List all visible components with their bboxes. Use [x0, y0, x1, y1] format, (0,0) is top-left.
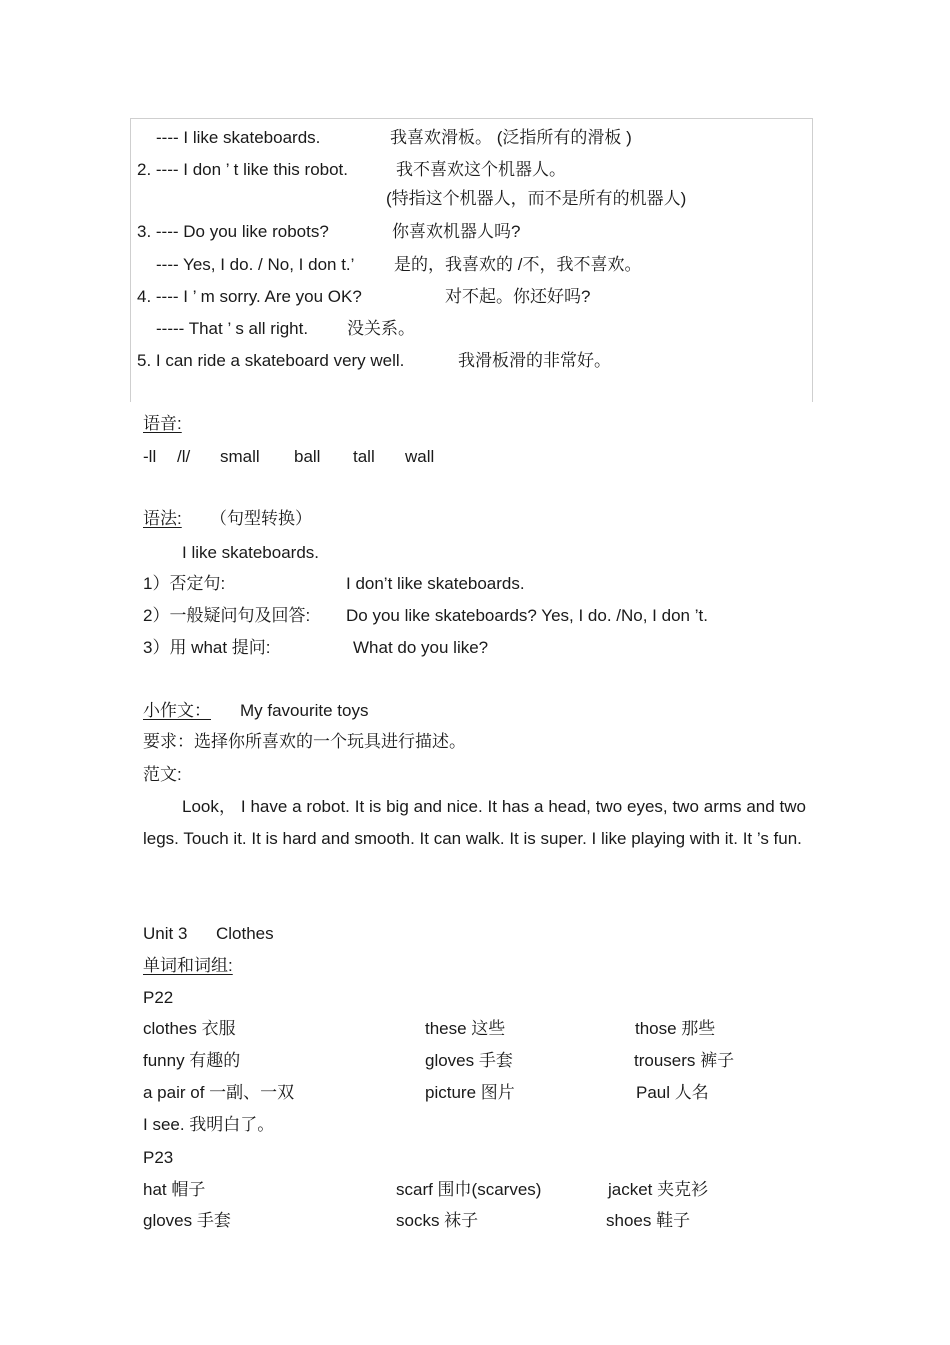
vocab-item: these 这些 [425, 1019, 506, 1038]
unit-title: Unit 3 [143, 924, 188, 943]
box-line-6-en: ----- That ’ s all right. [156, 319, 309, 338]
grammar-row-label: 3）用 what 提问: [143, 638, 271, 657]
vocab-item: Paul 人名 [636, 1083, 709, 1102]
vocab-item: those 那些 [635, 1019, 716, 1038]
grammar-heading: 语法: [143, 509, 182, 528]
vocab-item: hat 帽子 [143, 1180, 206, 1199]
grammar-row-text: Do you like skateboards? Yes, I do. /No, I don ’t. [346, 606, 708, 625]
box-line-2-en: 2. ---- I don ’ t like this robot. [137, 160, 348, 179]
grammar-row-label: 2）一般疑问句及回答: [143, 606, 311, 625]
phonics-heading: 语音: [143, 414, 182, 433]
composition-heading: 小作文： [143, 701, 211, 720]
grammar-row-text: I don’t like skateboards. [346, 574, 525, 593]
sample-label: 范文: [143, 765, 182, 784]
box-line-5-en: 4. ---- I ’ m sorry. Are you OK? [137, 287, 362, 306]
phonics-item: ball [294, 447, 321, 466]
vocab-item: clothes 衣服 [143, 1019, 236, 1038]
vocab-item: socks 袜子 [396, 1211, 479, 1230]
phonics-item: small [220, 447, 260, 466]
composition-title: My favourite toys [240, 701, 369, 720]
box-line-2-zh: 我不喜欢这个机器人。 [396, 160, 566, 179]
vocab-item: funny 有趣的 [143, 1051, 241, 1070]
sample-paragraph: Look， I have a robot. It is big and nice. It has a head, two eyes, two arms and two legs. Touch it. It is hard and smooth. It can walk. It is super. I like playing with it. It ’s fun. [143, 797, 806, 848]
vocab-item: scarf 围巾(scarves) [396, 1180, 542, 1199]
phonics-item: -ll [143, 447, 157, 466]
box-line-1-en: ---- I like skateboards. [156, 128, 321, 147]
page-label-p22: P22 [143, 988, 174, 1007]
box-line-7-en: 5. I can ride a skateboard very well. [137, 351, 405, 370]
page-label-p23: P23 [143, 1148, 174, 1167]
box-line-6-zh: 没关系。 [347, 319, 415, 338]
box-line-1-zh: 我喜欢滑板。 (泛指所有的滑板 ) [390, 128, 632, 147]
vocab-item: trousers 裤子 [634, 1051, 735, 1070]
vocab-item: jacket 夹克衫 [608, 1180, 709, 1199]
vocab-item: gloves 手套 [425, 1051, 513, 1070]
grammar-row-label: 1）否定句: [143, 574, 226, 593]
unit-name: Clothes [216, 924, 274, 943]
vocab-item: gloves 手套 [143, 1211, 231, 1230]
box-line-3-zh: 你喜欢机器人吗? [392, 222, 521, 241]
composition-requirement: 要求：选择你所喜欢的一个玩具进行描述。 [143, 732, 466, 751]
phonics-item: tall [353, 447, 375, 466]
grammar-row-text: What do you like? [353, 638, 489, 657]
grammar-base-sentence: I like skateboards. [182, 543, 320, 562]
box-line-4-zh: 是的，我喜欢的 /不，我不喜欢。 [394, 255, 642, 274]
box-line-2-note: (特指这个机器人，而不是所有的机器人) [386, 189, 687, 208]
box-line-4-en: ---- Yes, I do. / No, I don t.’ [156, 255, 355, 274]
grammar-subtitle: （句型转换） [210, 509, 312, 528]
phonics-item: wall [405, 447, 435, 466]
vocab-item: picture 图片 [425, 1083, 515, 1102]
vocab-item: a pair of 一副、一双 [143, 1083, 295, 1102]
vocab-phrase: I see. 我明白了。 [143, 1115, 275, 1134]
box-line-7-zh: 我滑板滑的非常好。 [458, 351, 611, 370]
box-line-5-zh: 对不起。你还好吗? [445, 287, 591, 306]
phonics-item: /l/ [177, 447, 191, 466]
vocab-item: shoes 鞋子 [606, 1211, 691, 1230]
box-line-3-en: 3. ---- Do you like robots? [137, 222, 329, 241]
vocab-heading: 单词和词组: [143, 956, 233, 975]
